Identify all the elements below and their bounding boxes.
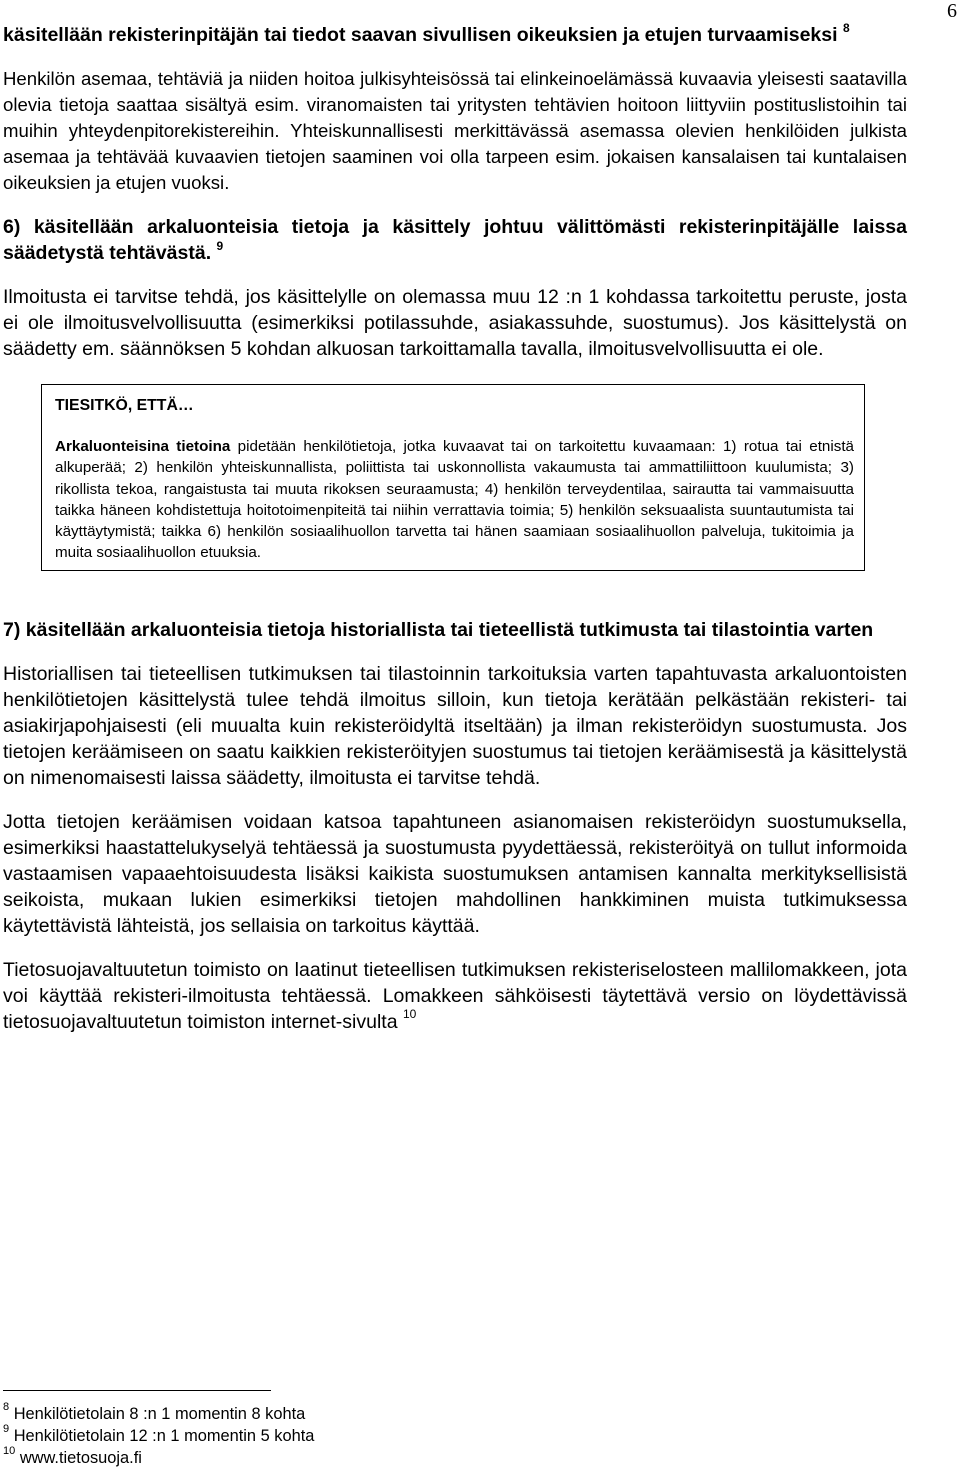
info-box-title: TIESITKÖ, ETTÄ… <box>55 397 194 414</box>
info-box <box>41 384 865 571</box>
info-box-text: pidetään henkilötietoja, jotka kuvaavat tai on tarkoitettu kuvaamaan: 1) rotua tai etnistä alkuperää; 2) henkilön yhteiskunnallista, poliittista tai uskonnollista vakaumusta tai ammattiliittoon kuulumista; 3) rikollista tekoa, rangaistusta tai muuta rikoksen seuraamusta; 4) henkilön terveydentilaa, sairautta tai vammaisuutta taikka häneen kohdistettuja hoitotoimenpiteitä tai niihin verrattavia toimia; 5) henkilön seksuaalista suuntautumista tai käyttäytymistä; taikka 6) henkilön sosiaalihuollon tarvetta tai hänen saamiaan sosiaalihuollon palveluja, tukitoimia ja muita sosiaalihuollon etuuksia. <box>55 438 854 562</box>
footnote-ref-8: 8 <box>842 20 850 35</box>
section-6-heading-text: 6) käsitellään arkaluonteisia tietoja ja käsittely johtuu välittömästi rekisterinpitäjälle laissa säädetystä tehtävästä. <box>3 216 907 264</box>
footnote-ref-10: 10 <box>402 1007 417 1022</box>
info-box-body <box>55 436 854 564</box>
page-number: 6 <box>947 0 957 22</box>
footnote-separator <box>3 1390 271 1391</box>
section-7-heading: 7) käsitellään arkaluonteisia tietoja historiallista tai tieteellistä tutkimusta tai tilastointia varten <box>3 618 874 641</box>
footnote-mark: 9 <box>3 1422 10 1435</box>
footnote-text: Henkilötietolain 8 :n 1 momentin 8 kohta <box>13 1405 306 1423</box>
section-7-paragraph-1: Historiallisen tai tieteellisen tutkimuksen tai tilastoinnin tarkoituksia varten tapahtuvasta arkaluontoisten henkilötietojen käsittelystä tulee tehdä ilmoitus silloin, kun tietoja kerätään pelkästään rekisteri- tai asiakirjapohjaisesti (eli muualta kuin rekisteröidyltä itseltään) ja ilman rekisteröidyn suostumusta. Jos tietojen keräämiseen on saatu kaikkien rekisteröityjen suostumus tai tietojen keräämisestä ja käsittelystä on nimenomaisesti laissa säädetty, ilmoitusta ei tarvitse tehdä. <box>3 662 907 789</box>
footnote-text: www.tietosuoja.fi <box>19 1449 142 1467</box>
section-7-paragraph-3 <box>3 957 907 1035</box>
info-box-term: Arkaluonteisina tietoina <box>55 438 231 455</box>
footnote-8 <box>3 1400 903 1425</box>
footnote-text: Henkilötietolain 12 :n 1 momentin 5 kohta <box>13 1427 315 1445</box>
intro-heading <box>3 22 907 48</box>
page-content <box>3 22 907 1035</box>
intro-heading-text: käsitellään rekisterinpitäjän tai tiedot saavan sivullisen oikeuksien ja etujen turvaamiseksi <box>3 24 838 46</box>
section-6-paragraph: Ilmoitusta ei tarvitse tehdä, jos käsittelylle on olemassa muu 12 :n 1 kohdassa tarkoitettu peruste, josta ei ole ilmoitusvelvollisuutta (esimerkiksi potilassuhde, asiakassuhde, suostumus). Jos käsittelystä on säädetty em. säännöksen 5 kohdan alkuosan tarkoittamalla tavalla, ilmoitusvelvollisuutta ei ole. <box>3 286 907 360</box>
footnote-mark: 8 <box>3 1400 10 1413</box>
section-6-heading <box>3 214 907 266</box>
footnote-ref-9: 9 <box>216 238 224 253</box>
footnote-mark: 10 <box>3 1444 16 1457</box>
section-7-paragraph-3-text: Tietosuojavaltuutetun toimisto on laatinut tieteellisen tutkimuksen rekisteriselosteen mallilomakkeen, jota voi käyttää rekisteri-ilmoitusta tehtäessä. Lomakkeen sähköisesti täytettävä versio on löydettävissä tietosuojavaltuutetun toimiston internet-sivulta <box>3 958 907 1033</box>
footnote-10 <box>3 1444 903 1469</box>
footnotes <box>3 1400 903 1469</box>
footnote-9 <box>3 1422 903 1447</box>
intro-paragraph: Henkilön asemaa, tehtäviä ja niiden hoitoa julkisyhteisössä tai elinkeinoelämässä kuvaavia yleisesti saatavilla olevia tietoja saattaa sisältyä esim. viranomaisten tai yritysten tehtävien hoitoon liittyviin postituslistoihin tai muihin yhteydenpitorekistereihin. Yhteiskunnallisesti merkittävässä asemassa olevien henkilöiden julkista asemaa ja tehtävää kuvaavien tietojen saaminen voi olla tarpeen esim. jokaisen kansalaisen tai kuntalaisen oikeuksien ja etujen vuoksi. <box>3 68 907 193</box>
section-7-paragraph-2: Jotta tietojen keräämisen voidaan katsoa tapahtuneen asianomaisen rekisteröidyn suostumuksella, esimerkiksi haastattelukyselyä tehtäessä ja suostumusta pyydettäessä, rekisteröityä on tullut informoida vastaamisen vapaaehtoisuudesta lisäksi kaikista suostumuksen antamisen kannalta merkityksellisistä seikoista, mukaan lukien esimerkiksi tietojen mahdollinen hankkiminen muista tutkimuksessa käytettävistä lähteistä, jos sellaisia on tarkoitus käyttää. <box>3 810 907 937</box>
